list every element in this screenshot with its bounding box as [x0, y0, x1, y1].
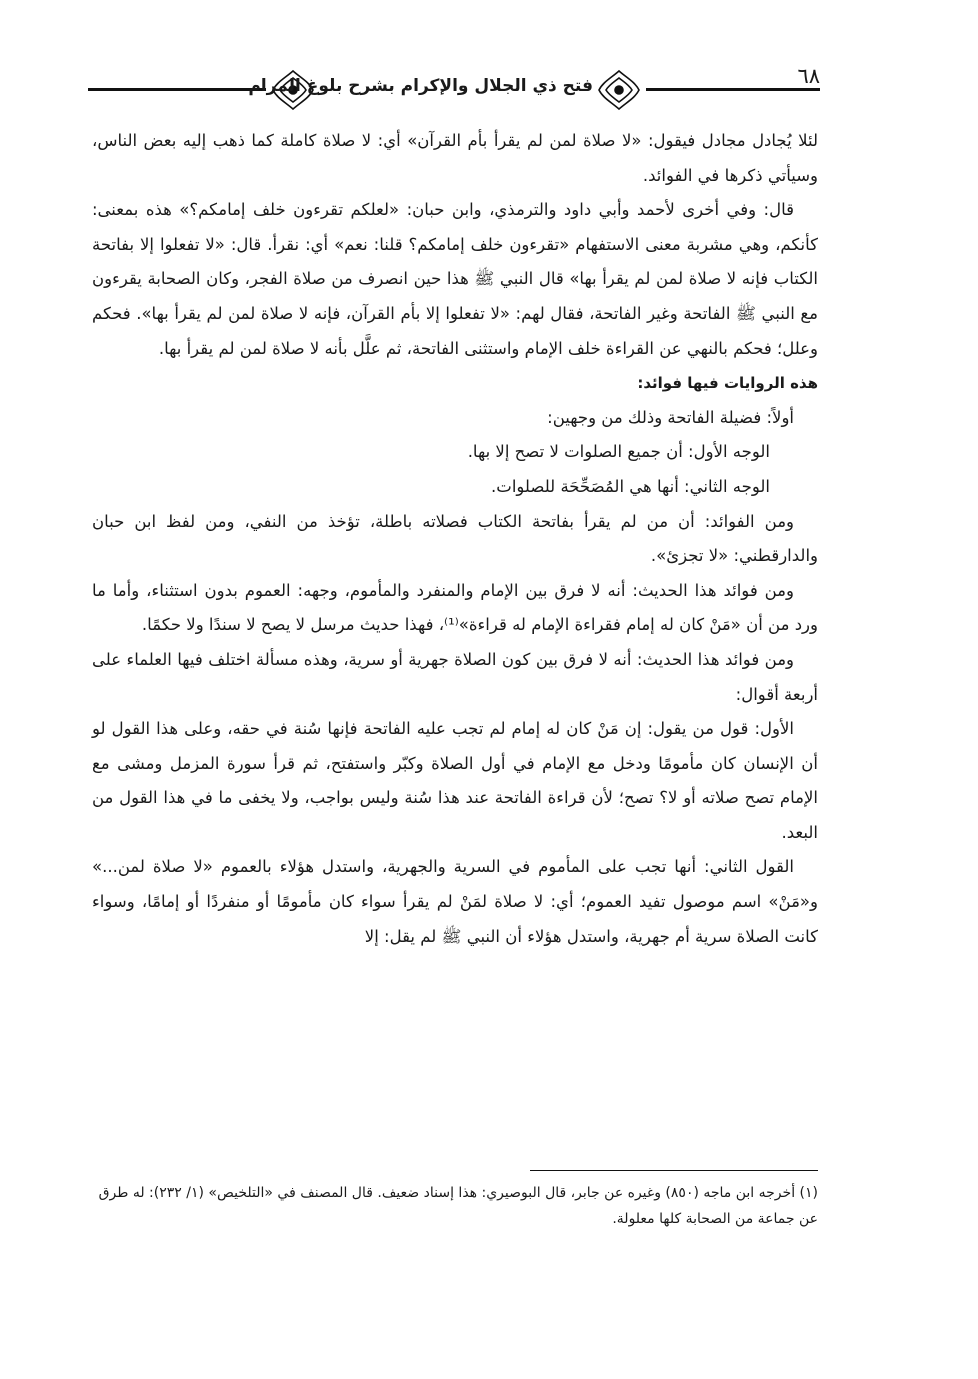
- paragraph: الوجه الثاني: أنها هي المُصَحِّحَة للصلوات.: [491, 476, 770, 496]
- section-heading: هذه الروايات فيها فوائد:: [637, 374, 818, 393]
- footnote-divider: [530, 1170, 818, 1171]
- header-rule-right: [646, 88, 820, 91]
- footnote: (١) أخرجه ابن ماجه (٨٥٠) وغيره عن جابر، قال البوصيري: هذا إسناد ضعيف. قال المصنف في «التلخيص» (١/ ٢٣٢): له طرق عن جماعة من الصحابة كلها معلولة.: [98, 1185, 818, 1227]
- paragraph: أولاً: فضيلة الفاتحة وذلك من وجهين:: [547, 407, 794, 427]
- page-header: [88, 62, 820, 116]
- book-title: فتح ذي الجلال والإكرام بشرح بلوغ المرام: [248, 76, 593, 96]
- paragraph: ومن فوائد هذا الحديث: أنه لا فرق بين كون الصلاة جهرية أو سرية، وهذه مسألة اختلف فيها العلماء على أربعة أقوال:: [92, 649, 818, 704]
- paragraph: ومن فوائد هذا الحديث: أنه لا فرق بين الإمام والمنفرد والمأموم، وجهه: العموم بدون استثناء، وأما ما ورد من أن «مَنْ كان له إمام فقراءة الإمام له قراءة»⁽¹⁾، فهذا حديث مرسل لا يصح لا سندًا ولا حكمًا.: [92, 580, 818, 635]
- footnotes: [92, 1180, 818, 1232]
- paragraph: القول الثاني: أنها تجب على المأموم في السرية والجهرية، واستدل هؤلاء بالعموم «لا صلاة لمن...» و«مَنْ» اسم موصول تفيد العموم؛ أي: لا صلاة لمَنْ لم يقرأ سواء كان مأمومًا أو منفردًا أو إمامًا، وسواء كانت الصلاة سرية أم جهرية، واستدل هؤلاء أن النبي ﷺ لم يقل: إلا: [92, 857, 818, 946]
- header-rule-left: [88, 88, 266, 91]
- page-number: ٦٨: [797, 64, 820, 88]
- ornament-right-icon: [596, 68, 642, 112]
- paragraph: الوجه الأول: أن جميع الصلوات لا تصح إلا بها.: [467, 442, 770, 462]
- paragraph: الأول: قول من يقول: إن مَنْ كان له إمام لم تجب عليه الفاتحة فإنها سُنة في حقه، وعلى هذا القول لو أن الإنسان كان مأمومًا ودخل مع الإمام في أول الصلاة وكبّر واستفتح، ثم قرأ سورة المزمل ومشى مع الإمام تصح صلاته أو لا؟ تصح؛ لأن قراءة الفاتحة عند هذا سُنة وليس بواجب، ولا يخفى ما في هذا القول من البعد.: [92, 719, 818, 842]
- paragraph: لئلا يُجادل مجادل فيقول: «لا صلاة لمن لم يقرأ بأم القرآن» أي: لا صلاة كاملة كما ذهب إليه بعض الناس، وسيأتي ذكرها في الفوائد.: [92, 131, 818, 185]
- main-text: [92, 124, 818, 954]
- paragraph: قال: وفي أخرى لأحمد وأبي داود والترمذي، وابن حبان: «لعلكم تقرءون خلف إمامكم؟» هذه بمعنى: كأنكم، وهي مشربة معنى الاستفهام «تقرءون خلف إمامكم؟ قلنا: نعم» أي: نقرأ. قال: «لا تفعلوا إلا بفاتحة الكتاب فإنه لا صلاة لمن لم يقرأ بها» قال النبي ﷺ هذا حين انصرف من صلاة الفجر، وكان الصحابة يقرءون مع النبي ﷺ الفاتحة وغير الفاتحة، فقال لهم: «لا تفعلوا إلا بأم القرآن، فإنه لا صلاة لمن لم يقرأ بها». فحكم وعلل؛ فحكم بالنهي عن القراءة خلف الإمام واستثنى الفاتحة، ثم علَّل بأنه لا صلاة لمن لم يقرأ بها.: [92, 200, 818, 358]
- paragraph: ومن الفوائد: أن من لم يقرأ بفاتحة الكتاب فصلاته باطلة، تؤخذ من النفي، ومن لفظ ابن حبان والدارقطني: «لا تجزئ».: [92, 511, 818, 566]
